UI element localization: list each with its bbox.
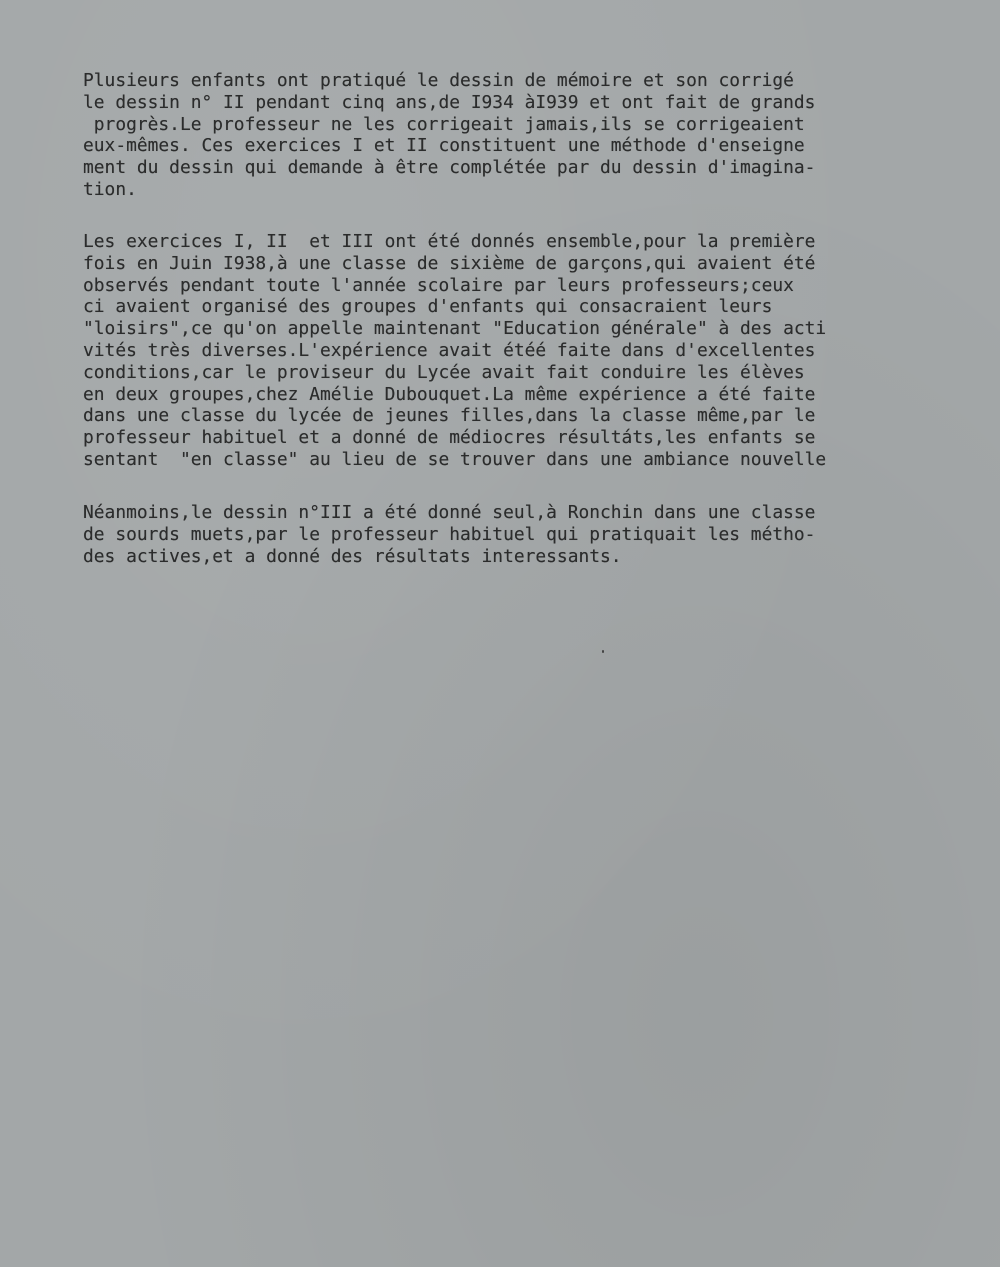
text-line: dans une classe du lycée de jeunes filles,dans la classe même,par le <box>83 405 816 427</box>
text-line: vités très diverses.L'expérience avait étéé faite dans d'excellentes <box>83 339 816 361</box>
text-line: eux-mêmes. Ces exercices I et II constituent une méthode d'enseigne <box>83 135 805 157</box>
text-line: tion. <box>83 178 137 200</box>
text-line: des actives,et a donné des résultats interessants. <box>83 545 622 567</box>
paper-speck <box>602 650 604 653</box>
text-line: ment du dessin qui demande à être complétée par du dessin d'imagina- <box>83 157 816 179</box>
paragraph-memory-drawing <box>83 70 983 201</box>
text-line: en deux groupes,chez Amélie Dubouquet.La même expérience a été faite <box>83 383 816 405</box>
text-line: "loisirs",ce qu'on appelle maintenant "Education générale" à des acti <box>83 318 827 340</box>
text-line: conditions,car le proviseur du Lycée avait fait conduire les élèves <box>83 361 805 383</box>
text-line: progrès.Le professeur ne les corrigeait jamais,ils se corrigeaient <box>83 113 805 135</box>
text-line: de sourds muets,par le professeur habituel qui pratiquait les métho- <box>83 523 816 545</box>
text-line: fois en Juin I938,à une classe de sixième de garçons,qui avaient été <box>83 252 816 274</box>
paragraph-ronchin <box>83 502 983 567</box>
text-line: Les exercices I, II et III ont été donnés ensemble,pour la première <box>83 231 816 252</box>
text-line: Néanmoins,le dessin n°III a été donné seul,à Ronchin dans une classe <box>83 502 816 523</box>
text-line: le dessin n° II pendant cinq ans,de I934 àI939 et ont fait de grands <box>83 91 816 113</box>
text-line: professeur habituel et a donné de médiocres résultáts,les enfants se <box>83 427 816 449</box>
text-line: ci avaient organisé des groupes d'enfants qui consacraient leurs <box>83 296 773 318</box>
text-line: sentant "en classe" au lieu de se trouver dans une ambiance nouvelle <box>83 448 827 470</box>
text-line: observés pendant toute l'année scolaire par leurs professeurs;ceux <box>83 274 794 296</box>
paragraph-exercises <box>83 231 983 471</box>
text-line: Plusieurs enfants ont pratiqué le dessin de mémoire et son corrigé <box>83 70 794 91</box>
